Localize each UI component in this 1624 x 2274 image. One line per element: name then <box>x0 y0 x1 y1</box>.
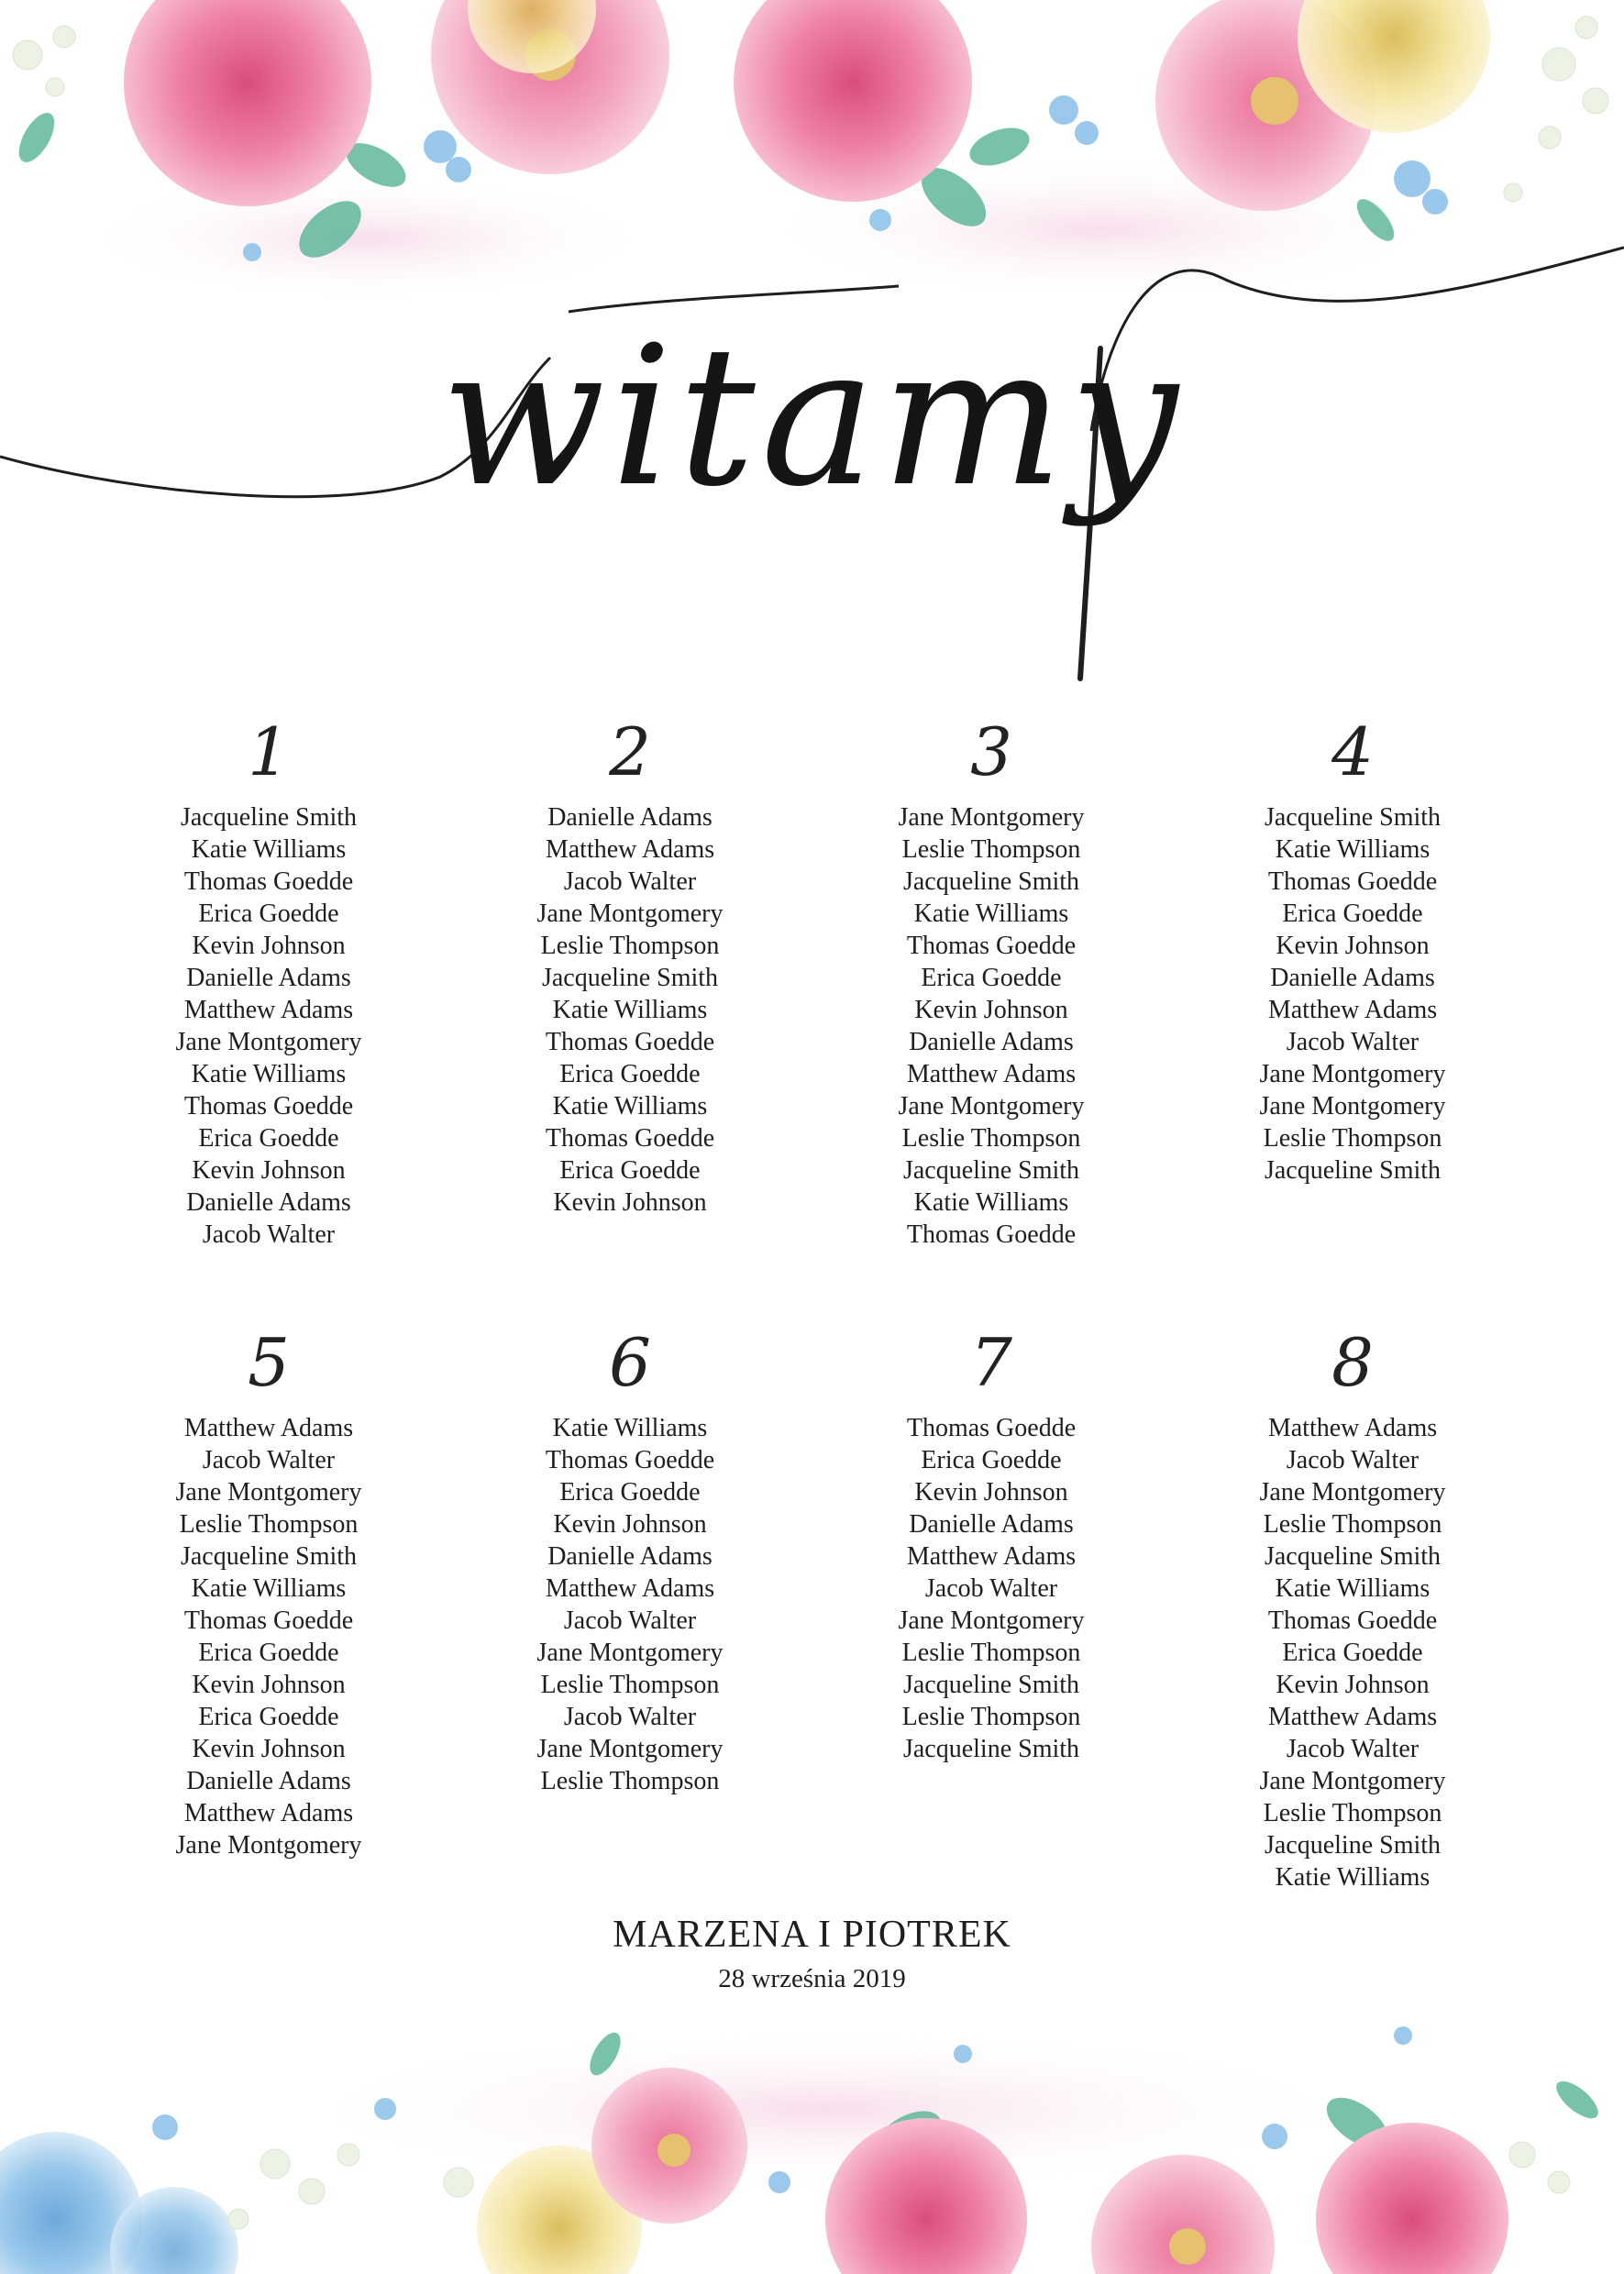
guest-name: Danielle Adams <box>909 1510 1074 1539</box>
guest-name: Kevin Johnson <box>192 1156 346 1185</box>
guest-name: Katie Williams <box>1275 1574 1431 1603</box>
guest-name: Jane Montgomery <box>175 1478 362 1507</box>
guest-name: Leslie Thompson <box>540 1671 720 1699</box>
table-number: 1 <box>248 713 290 790</box>
guest-name: Erica Goedde <box>921 1446 1062 1474</box>
guest-name: Jane Montgomery <box>536 1639 724 1667</box>
guest-list <box>456 1412 804 1797</box>
guest-name: Jacob Walter <box>202 1446 336 1474</box>
guest-name: Kevin Johnson <box>1276 1671 1430 1699</box>
table-4 <box>1178 713 1527 1187</box>
guest-name: Erica Goedde <box>198 900 339 928</box>
guest-name: Danielle Adams <box>186 1188 351 1217</box>
title-flourish <box>0 211 1624 706</box>
guest-name: Jane Montgomery <box>898 803 1085 832</box>
guest-name: Erica Goedde <box>1282 900 1423 928</box>
guest-name: Katie Williams <box>552 1414 708 1442</box>
guest-name: Matthew Adams <box>545 1574 715 1603</box>
guest-name: Jane Montgomery <box>898 1092 1085 1120</box>
guest-name: Thomas Goedde <box>183 1092 354 1120</box>
table-7 <box>817 1324 1166 1765</box>
guest-name: Jane Montgomery <box>1259 1092 1446 1120</box>
guest-name: Katie Williams <box>191 1060 347 1088</box>
guest-name: Leslie Thompson <box>540 932 720 960</box>
table-number: 8 <box>1331 1324 1374 1401</box>
guest-name: Jacqueline Smith <box>1264 803 1442 832</box>
seating-tables <box>0 713 1624 1935</box>
guest-name: Leslie Thompson <box>901 835 1081 864</box>
guest-name: Jane Montgomery <box>1259 1478 1446 1507</box>
guest-name: Danielle Adams <box>186 1767 351 1795</box>
guest-name: Thomas Goedde <box>183 1606 354 1635</box>
guest-name: Matthew Adams <box>1267 996 1438 1024</box>
guest-name: Matthew Adams <box>906 1542 1077 1571</box>
guest-name: Thomas Goedde <box>1267 1606 1438 1635</box>
guest-name: Thomas Goedde <box>906 1414 1077 1442</box>
guest-name: Jacqueline Smith <box>902 1671 1080 1699</box>
guest-name: Matthew Adams <box>1267 1414 1438 1442</box>
table-number: 5 <box>248 1324 290 1401</box>
guest-name: Jacqueline Smith <box>902 1156 1080 1185</box>
guest-name: Jacob Walter <box>563 1703 697 1731</box>
guest-name: Erica Goedde <box>1282 1639 1423 1667</box>
guest-name: Jacqueline Smith <box>1264 1831 1442 1860</box>
event-date: 28 września 2019 <box>718 1964 906 1993</box>
guest-name: Matthew Adams <box>906 1060 1077 1088</box>
guest-name: Matthew Adams <box>183 1414 354 1442</box>
guest-name: Erica Goedde <box>921 964 1062 992</box>
guest-name: Jane Montgomery <box>1259 1060 1446 1088</box>
guest-name: Matthew Adams <box>1267 1703 1438 1731</box>
guest-name: Jacob Walter <box>924 1574 1058 1603</box>
guest-name: Katie Williams <box>1275 835 1431 864</box>
guest-name: Katie Williams <box>913 1188 1069 1217</box>
guest-name: Jane Montgomery <box>175 1028 362 1056</box>
guest-name: Jacob Walter <box>1286 1735 1420 1763</box>
table-3 <box>817 713 1166 1251</box>
guest-name: Kevin Johnson <box>553 1510 707 1539</box>
guest-name: Kevin Johnson <box>192 932 346 960</box>
table-number: 2 <box>609 713 651 790</box>
guest-name: Jacob Walter <box>1286 1446 1420 1474</box>
guest-name: Jacob Walter <box>202 1220 336 1249</box>
guest-name: Matthew Adams <box>545 835 715 864</box>
guest-name: Erica Goedde <box>198 1639 339 1667</box>
guest-name: Jacqueline Smith <box>902 1735 1080 1763</box>
guest-list <box>456 801 804 1219</box>
table-number: 4 <box>1331 713 1374 790</box>
guest-name: Erica Goedde <box>559 1060 701 1088</box>
guest-name: Leslie Thompson <box>901 1124 1081 1153</box>
couple-names: MARZENA I PIOTREK <box>613 1914 1011 1956</box>
guest-name: Leslie Thompson <box>901 1703 1081 1731</box>
guest-name: Danielle Adams <box>909 1028 1074 1056</box>
guest-name: Danielle Adams <box>547 803 713 832</box>
guest-name: Leslie Thompson <box>179 1510 359 1539</box>
guest-name: Leslie Thompson <box>1263 1799 1442 1827</box>
guest-name: Erica Goedde <box>198 1703 339 1731</box>
guest-name: Leslie Thompson <box>901 1639 1081 1667</box>
guest-name: Jacqueline Smith <box>180 803 358 832</box>
table-row-top <box>0 713 1624 1324</box>
guest-name: Jacob Walter <box>563 1606 697 1635</box>
table-number: 7 <box>970 1324 1012 1401</box>
guest-name: Katie Williams <box>191 835 347 864</box>
guest-list <box>1178 801 1527 1187</box>
guest-name: Jacqueline Smith <box>541 964 719 992</box>
guest-list <box>817 801 1166 1251</box>
table-6 <box>456 1324 804 1797</box>
guest-name: Danielle Adams <box>186 964 351 992</box>
table-number: 6 <box>609 1324 651 1401</box>
table-1 <box>94 713 443 1251</box>
guest-list <box>1178 1412 1527 1893</box>
guest-name: Thomas Goedde <box>906 1220 1077 1249</box>
guest-name: Thomas Goedde <box>1267 867 1438 896</box>
guest-name: Jane Montgomery <box>175 1831 362 1860</box>
guest-name: Kevin Johnson <box>192 1735 346 1763</box>
table-number: 3 <box>970 713 1012 790</box>
guest-name: Erica Goedde <box>559 1478 701 1507</box>
guest-name: Jacqueline Smith <box>180 1542 358 1571</box>
table-8 <box>1178 1324 1527 1893</box>
guest-name: Erica Goedde <box>198 1124 339 1153</box>
guest-name: Kevin Johnson <box>914 1478 1068 1507</box>
guest-list <box>817 1412 1166 1765</box>
guest-name: Thomas Goedde <box>545 1028 715 1056</box>
guest-name: Leslie Thompson <box>1263 1510 1442 1539</box>
guest-list <box>94 1412 443 1861</box>
guest-name: Katie Williams <box>913 900 1069 928</box>
guest-name: Jacob Walter <box>563 867 697 896</box>
guest-name: Jane Montgomery <box>898 1606 1085 1635</box>
guest-name: Leslie Thompson <box>1263 1124 1442 1153</box>
page-title: witamy <box>440 304 1184 529</box>
guest-name: Jacqueline Smith <box>902 867 1080 896</box>
guest-name: Thomas Goedde <box>906 932 1077 960</box>
guest-name: Kevin Johnson <box>914 996 1068 1024</box>
guest-name: Kevin Johnson <box>1276 932 1430 960</box>
guest-name: Leslie Thompson <box>540 1767 720 1795</box>
guest-name: Thomas Goedde <box>183 867 354 896</box>
guest-name: Matthew Adams <box>183 996 354 1024</box>
guest-name: Jane Montgomery <box>536 900 724 928</box>
guest-list <box>94 801 443 1251</box>
guest-name: Jacqueline Smith <box>1264 1156 1442 1185</box>
guest-name: Katie Williams <box>1275 1863 1431 1892</box>
guest-name: Matthew Adams <box>183 1799 354 1827</box>
guest-name: Jane Montgomery <box>536 1735 724 1763</box>
guest-name: Jacob Walter <box>1286 1028 1420 1056</box>
guest-name: Thomas Goedde <box>545 1446 715 1474</box>
table-row-bottom <box>0 1324 1624 1935</box>
guest-name: Danielle Adams <box>1270 964 1435 992</box>
bottom-floral-decoration <box>0 1999 1624 2274</box>
guest-name: Jane Montgomery <box>1259 1767 1446 1795</box>
table-5 <box>94 1324 443 1861</box>
footer <box>0 1909 1624 1997</box>
guest-name: Katie Williams <box>552 996 708 1024</box>
guest-name: Kevin Johnson <box>553 1188 707 1217</box>
guest-name: Katie Williams <box>191 1574 347 1603</box>
guest-name: Kevin Johnson <box>192 1671 346 1699</box>
guest-name: Katie Williams <box>552 1092 708 1120</box>
guest-name: Erica Goedde <box>559 1156 701 1185</box>
guest-name: Thomas Goedde <box>545 1124 715 1153</box>
table-2 <box>456 713 804 1219</box>
guest-name: Jacqueline Smith <box>1264 1542 1442 1571</box>
guest-name: Danielle Adams <box>547 1542 713 1571</box>
